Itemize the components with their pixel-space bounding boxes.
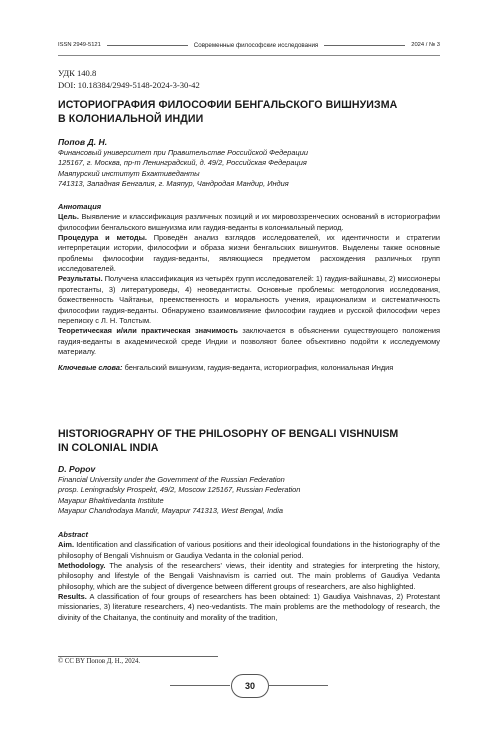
abstract-heading-en: Abstract (58, 530, 88, 539)
methods-en: Methodology. The analysis of the researchers’ views, their identity and strategies for interpreting the history, philosophy and lifestyle of the Bengali Vaishnavism is carried out. The main problems of Gaudiya Vedanta philosophy, which are the subject of divergence between different groups of researchers, are also highlighted. (58, 561, 440, 591)
significance-ru: Теоретическая и/или практическая значимость заключается в объяснении существующего положения гаудия-веданты в академической среде Индии и позволяют более объективно подойти к исследуемому материалу. (58, 326, 440, 356)
results-label: Результаты. (58, 274, 103, 284)
header-rule (58, 55, 440, 56)
methods-label: Methodology. (58, 561, 106, 571)
affiliation-en (58, 475, 440, 517)
aim-label: Aim. (58, 540, 75, 550)
footnote-rule (58, 656, 218, 657)
significance-label: Теоретическая и/или практическая значимость (58, 326, 238, 336)
page-number-block (58, 672, 440, 700)
page-number-rule-left (170, 685, 230, 686)
methods-ru: Процедура и методы. Проведён анализ взглядов исследователей, их идентичности и стратегии интерпретации истории, философии и образа жизни бенгальских вишнуитов. Выделены также основные проблемы философии гаудия-веданты, являющиеся предметом расхождения различных групп исследователей. (58, 233, 440, 274)
keywords-ru: Ключевые слова: бенгальский вишнуизм, гаудия-веданта, историография, колониальная Индия (58, 363, 394, 373)
affiliation-line: Финансовый университет при Правительстве Российской Федерации (58, 148, 308, 157)
abstract-ru (58, 202, 440, 374)
journal-title: Современные философские исследования (193, 41, 319, 49)
aim-en: Aim. Identification and classification of various positions and their ideological foundations in the historiography of the philosophy of Bengali Vishnuism or Gaudiya Vedanta in the colonial period. (58, 540, 440, 560)
affiliation-line: 125167, г. Москва, пр-т Ленинградский, д. 49/2, Российская Федерация (58, 158, 307, 168)
copyright-note: © CC BY Попов Д. Н., 2024. (58, 658, 141, 665)
results-en: Results. A classification of four groups of researchers has been obtained: 1) Gaudiya Vaishnavas, 2) Protestant missionaries, 3) literature researchers, 4) neo-vedantists. The main problems are the methodology of research, the divinity of the Chaitanya, the continuity and morality of the tradition, (58, 592, 440, 622)
results-ru: Результаты. Получена классификация из четырёх групп исследователей: 1) гаудия-вайшнавы, 2) миссионеры протестанты, 3) литературоведы, 4) неоведантисты. Основные проблемы: методология исследования, божественность Чайтаньи, преемственность и моральность учения, ирационализм и систематичность философии гаудия-веданты. Обнаружено взаимовлияние философии гаудиев и русской философии через переписку с Л. Н. Толстым. (58, 274, 441, 325)
doi: DOI: 10.18384/2949-5148-2024-3-30-42 (58, 80, 200, 90)
affiliation-line: Financial University under the Government of the Russian Federation (58, 475, 285, 484)
title-ru (58, 99, 440, 126)
author-en: D. Popov (58, 464, 96, 474)
affiliation-line: prosp. Leningradsky Prospekt, 49/2, Moscow 125167, Russian Federation (58, 485, 301, 495)
title-ru-line-2: В КОЛОНИАЛЬНОЙ ИНДИИ (58, 112, 204, 125)
affiliation-line: Маяпурский институт Бхактиведанты (58, 168, 200, 178)
title-en-line-1: HISTORIOGRAPHY OF THE PHILOSOPHY OF BENGALI VISHNUISM (58, 428, 399, 440)
title-en-line-2: IN COLONIAL INDIA (58, 441, 159, 454)
article-meta (58, 67, 200, 91)
keywords-label: Ключевые слова: (58, 363, 123, 373)
aim-ru: Цель. Выявление и классификация различных позиций и их мировоззренческих оснований в историографии философии бенгальского вишнуизма или гаудия-веданты в колониальный период. (58, 212, 440, 232)
title-en (58, 428, 440, 455)
abstract-heading-ru: Аннотация (58, 202, 102, 211)
author-block-en (58, 464, 440, 517)
results-label: Results. (58, 592, 87, 602)
header-divider (107, 45, 188, 46)
title-ru-line-1: ИСТОРИОГРАФИЯ ФИЛОСОФИИ БЕНГАЛЬСКОГО ВИШНУИЗМА (58, 99, 398, 111)
affiliation-line: 741313, Западная Бенгалия, г. Маяпур, Чандродая Мандир, Индия (58, 179, 289, 189)
article-page (58, 0, 440, 737)
page-number-rule-right (268, 685, 328, 686)
issue-number: 2024 / № 3 (411, 42, 440, 48)
running-header (58, 38, 440, 52)
header-divider (324, 45, 405, 46)
author-block-ru (58, 137, 440, 190)
affiliation-line: Mayapur Chandrodaya Mandir, Mayapur 741313, West Bengal, India (58, 506, 284, 516)
udc: УДК 140.8 (58, 68, 97, 78)
aim-label: Цель. (58, 212, 79, 222)
page-number: 30 (231, 674, 269, 698)
abstract-en (58, 530, 440, 623)
affiliation-line: Mayapur Bhaktivedanta Institute (58, 495, 164, 505)
affiliation-ru (58, 148, 440, 190)
author-ru: Попов Д. Н. (58, 137, 108, 147)
methods-label: Процедура и методы. (58, 233, 147, 243)
issn: ISSN 2949-5121 (58, 42, 101, 48)
